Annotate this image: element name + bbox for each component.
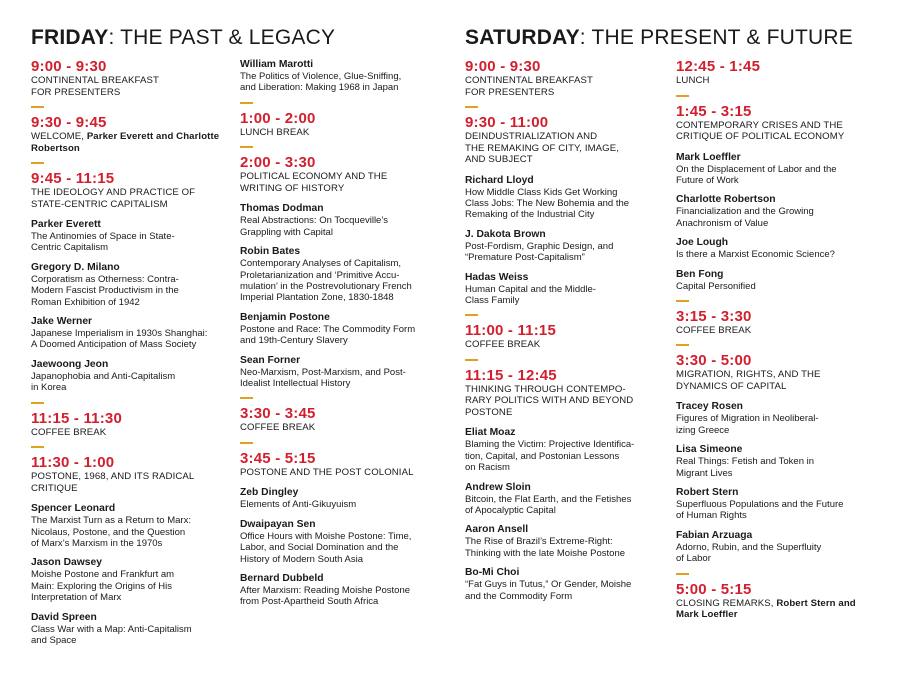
session-block xyxy=(676,582,881,621)
talk-title-line: “Premature Post-Capitalism” xyxy=(465,252,585,264)
talk-item xyxy=(240,59,445,94)
talk-item xyxy=(465,272,670,307)
speaker-name: Lisa Simeone xyxy=(676,444,743,456)
session-block xyxy=(240,59,445,94)
section-divider xyxy=(240,102,253,104)
session-block xyxy=(676,353,881,564)
session-time: 9:30 - 9:45 xyxy=(31,114,107,131)
session-time: 9:00 - 9:30 xyxy=(31,58,107,75)
section-divider xyxy=(465,359,478,361)
talk-title-line: Adorno, Rubin, and the Superfluity xyxy=(676,541,822,553)
talk-title-line: Post-Fordism, Graphic Design, and xyxy=(465,240,614,252)
speaker-name: William Marotti xyxy=(240,59,314,70)
session-title-line: CRITIQUE xyxy=(31,482,78,494)
talk-title xyxy=(31,371,236,394)
session-title-line: POSTONE, 1968, AND ITS RADICAL xyxy=(31,471,195,483)
session-block xyxy=(676,104,881,292)
session-title-line: THE IDEOLOGY AND PRACTICE OF xyxy=(31,187,196,198)
talk-item xyxy=(240,246,445,304)
talk-item xyxy=(31,262,236,308)
talk-item xyxy=(31,612,236,647)
session-block xyxy=(465,115,670,306)
section-divider xyxy=(240,397,253,399)
section-divider xyxy=(676,344,689,346)
session-block xyxy=(465,59,670,98)
talk-title xyxy=(676,542,881,565)
talk-item xyxy=(465,229,670,264)
talk-title-line: Labor, and Social Domination and the xyxy=(240,542,399,554)
talk-list xyxy=(676,401,881,564)
talk-item xyxy=(31,219,236,254)
session-title xyxy=(31,427,236,439)
session-title xyxy=(676,120,881,143)
speaker-name: Jason Dawsey xyxy=(31,557,102,569)
section-divider xyxy=(465,106,478,108)
talk-title-line: A Doomed Anticipation of Mass Society xyxy=(31,339,197,351)
talk-title-line: Blaming the Victim: Projective Identifica- xyxy=(465,439,635,451)
talk-title xyxy=(676,413,881,436)
talk-item xyxy=(676,530,881,565)
talk-title xyxy=(465,579,670,602)
talk-title-line: mulation’ in the Postrevolutionary French xyxy=(240,280,412,292)
speaker-name: Zeb Dingley xyxy=(240,487,299,499)
talk-title-line: Japanophobia and Anti-Capitalism xyxy=(31,370,176,382)
talk-title-line: tion, Capital, and Postonian Lessons xyxy=(465,450,620,462)
talk-title xyxy=(465,494,670,517)
saturday-header xyxy=(465,26,853,50)
friday-column-1 xyxy=(31,59,236,646)
session-time: 3:30 - 3:45 xyxy=(240,405,316,423)
talk-title xyxy=(240,324,445,347)
session-block xyxy=(240,155,445,389)
speaker-name: Parker Everett xyxy=(31,219,101,230)
talk-title xyxy=(676,281,881,292)
session-title xyxy=(240,467,445,479)
session-title xyxy=(465,339,670,351)
speaker-name: J. Dakota Brown xyxy=(465,228,546,240)
session-title-line: COFFEE BREAK xyxy=(31,426,107,438)
talk-title-line: and 19th-Century Slavery xyxy=(240,335,348,347)
talk-title xyxy=(676,164,881,187)
talk-title xyxy=(465,536,670,559)
session-time: 11:15 - 11:30 xyxy=(31,409,123,427)
talk-title-line: Real Things: Fetish and Token in xyxy=(676,456,815,468)
session-title-line: CRITIQUE OF POLITICAL ECONOMY xyxy=(676,131,845,142)
talk-item xyxy=(465,567,670,602)
session-title-line: POLITICAL ECONOMY AND THE xyxy=(240,171,388,183)
speaker-name: David Spreen xyxy=(31,611,97,623)
talk-item xyxy=(676,237,881,260)
talk-title-line: izing Greece xyxy=(676,424,730,436)
session-title-line: COFFEE BREAK xyxy=(240,422,316,434)
talk-title-line: Class Family xyxy=(465,294,520,306)
talk-title-line: On the Displacement of Labor and the xyxy=(676,163,837,175)
speaker-name: Gregory D. Milano xyxy=(31,261,120,273)
section-divider xyxy=(31,402,44,404)
talk-title-line: Bitcoin, the Flat Earth, and the Fetishes xyxy=(465,493,632,505)
speaker-name: Hadas Weiss xyxy=(465,271,529,283)
session-time: 11:15 - 12:45 xyxy=(465,366,557,384)
speaker-name: Charlotte Robertson xyxy=(676,194,776,206)
talk-title xyxy=(676,249,881,260)
talk-title-line: Corporatism as Otherness: Contra- xyxy=(31,273,179,285)
speaker-name: Fabian Arzuaga xyxy=(676,529,753,541)
talk-title xyxy=(240,499,445,510)
talk-title xyxy=(31,569,236,603)
session-title xyxy=(465,131,670,166)
speaker-name: Jaewoong Jeon xyxy=(31,358,109,370)
talk-title-line: Superfluous Populations and the Future xyxy=(676,499,844,511)
session-time: 11:00 - 11:15 xyxy=(465,322,557,340)
speaker-name: Mark Loeffler xyxy=(676,151,741,163)
session-block xyxy=(465,368,670,602)
speaker-name: Andrew Sloin xyxy=(465,481,531,493)
talk-title-line: Nicolaus, Postone, and the Question xyxy=(31,526,186,538)
friday-column-2 xyxy=(240,59,445,608)
speaker-name: Tracey Rosen xyxy=(676,401,743,413)
session-presenters: Parker Everett and Charlotte Robertson xyxy=(31,131,220,154)
talk-title xyxy=(240,215,445,238)
talk-item xyxy=(465,482,670,517)
session-title-line: AND SUBJECT xyxy=(465,154,533,165)
talk-list xyxy=(31,219,236,394)
talk-title-line: Roman Exhibition of 1942 xyxy=(31,296,140,308)
speaker-name: Robin Bates xyxy=(240,246,301,258)
session-title xyxy=(240,171,445,194)
session-block xyxy=(31,455,236,646)
talk-title-line: Proletarianization and ‘Primitive Accu- xyxy=(240,269,400,281)
talk-list xyxy=(240,59,445,94)
talk-title-line: from Post-Apartheid South Africa xyxy=(240,596,379,608)
session-title-line: POSTONE AND THE POST COLONIAL xyxy=(240,466,414,478)
talk-title-line: of Apocalyptic Capital xyxy=(465,504,556,516)
session-title xyxy=(31,75,236,98)
section-divider xyxy=(31,106,44,108)
talk-title-line: After Marxism: Reading Moishe Postone xyxy=(240,585,411,596)
talk-title-line: Modern Fascist Productivism in the xyxy=(31,285,179,297)
session-title xyxy=(31,471,236,494)
talk-item xyxy=(240,203,445,238)
talk-item xyxy=(676,269,881,292)
session-title-line: STATE-CENTRIC CAPITALISM xyxy=(31,198,168,210)
talk-item xyxy=(31,557,236,603)
section-divider xyxy=(240,442,253,444)
talk-title xyxy=(465,439,670,473)
talk-title-line: Thinking with the late Moishe Postone xyxy=(465,547,626,559)
talk-item xyxy=(465,175,670,221)
session-block xyxy=(676,59,881,87)
talk-title-line: Real Abstractions: On Tocqueville’s xyxy=(240,215,389,227)
speaker-name: Jake Werner xyxy=(31,316,93,328)
talk-title-line: Elements of Anti-Gikuyuism xyxy=(240,499,357,511)
talk-item xyxy=(676,194,881,229)
talk-title-line: of Human Rights xyxy=(676,510,747,522)
session-block xyxy=(31,59,236,98)
session-title-line: CONTINENTAL BREAKFAST xyxy=(465,75,593,86)
talk-item xyxy=(240,355,445,390)
speaker-name: Bernard Dubbeld xyxy=(240,573,324,584)
talk-item xyxy=(240,487,445,510)
talk-title-line: The Antinomies of Space in State- xyxy=(31,231,175,242)
session-title-line: CONTINENTAL BREAKFAST xyxy=(31,75,159,86)
session-block xyxy=(676,309,881,337)
session-title xyxy=(31,187,236,210)
talk-title-line: Grappling with Capital xyxy=(240,226,333,238)
talk-item xyxy=(31,503,236,549)
talk-item xyxy=(240,519,445,565)
talk-title-line: of Marx’s Marxism in the 1970s xyxy=(31,537,163,549)
session-time: 3:15 - 3:30 xyxy=(676,307,752,325)
talk-title xyxy=(31,231,236,254)
session-time: 9:00 - 9:30 xyxy=(465,58,541,75)
section-divider xyxy=(31,162,44,164)
session-block xyxy=(465,323,670,351)
session-title xyxy=(676,598,881,621)
talk-title xyxy=(31,624,236,647)
talk-item xyxy=(240,312,445,347)
talk-title xyxy=(240,71,445,94)
session-time: 9:45 - 11:15 xyxy=(31,170,115,187)
saturday-column-1 xyxy=(465,59,670,602)
speaker-name: Robert Stern xyxy=(676,487,739,499)
speaker-name: Dwaipayan Sen xyxy=(240,518,316,530)
talk-title-line: and the Commodity Form xyxy=(465,590,573,602)
talk-title-line: and Space xyxy=(31,635,77,646)
talk-title xyxy=(465,284,670,307)
session-title xyxy=(240,127,445,139)
talk-title xyxy=(465,241,670,264)
talk-item xyxy=(465,427,670,473)
talk-title-line: Idealist Intellectual History xyxy=(240,377,351,389)
talk-title-line: of Labor xyxy=(676,553,711,565)
talk-list xyxy=(465,175,670,307)
talk-title xyxy=(240,367,445,390)
session-title-line: CLOSING REMARKS, xyxy=(676,597,777,609)
talk-title-line: Neo-Marxism, Post-Marxism, and Post- xyxy=(240,366,406,378)
talk-title xyxy=(676,499,881,522)
session-time: 1:00 - 2:00 xyxy=(240,109,316,127)
section-divider xyxy=(465,314,478,316)
talk-item xyxy=(465,524,670,559)
talk-item xyxy=(676,152,881,187)
saturday-header-theme: : THE PRESENT & FUTURE xyxy=(579,26,853,49)
session-title-line: FOR PRESENTERS xyxy=(31,86,121,98)
talk-item xyxy=(31,359,236,394)
talk-title-line: Capital Personified xyxy=(676,280,756,292)
talk-title-line: Imperial Plantation Zone, 1830-1848 xyxy=(240,292,394,304)
speaker-name: Thomas Dodman xyxy=(240,203,324,215)
talk-title-line: Contemporary Analyses of Capitalism, xyxy=(240,258,402,270)
talk-title-line: How Middle Class Kids Get Working xyxy=(465,186,618,198)
speaker-name: Aaron Ansell xyxy=(465,524,529,536)
friday-header-day: FRIDAY xyxy=(31,26,109,49)
session-title-line: LUNCH xyxy=(676,75,710,86)
session-block xyxy=(240,111,445,139)
session-title xyxy=(465,75,670,98)
speaker-name: Bo-Mi Choi xyxy=(465,567,520,579)
session-title-line: THINKING THROUGH CONTEMPO- xyxy=(465,383,626,395)
session-title xyxy=(31,131,236,154)
session-block xyxy=(31,115,236,154)
talk-title-line: Centric Capitalism xyxy=(31,242,109,254)
session-title-line: DEINDUSTRIALIZATION AND xyxy=(465,131,598,142)
speaker-name: Eliat Moaz xyxy=(465,427,516,439)
talk-title-line: History of Modern South Asia xyxy=(240,553,364,565)
session-time: 5:00 - 5:15 xyxy=(676,580,752,598)
talk-item xyxy=(240,573,445,608)
session-time: 11:30 - 1:00 xyxy=(31,454,115,472)
talk-title-line: Is there a Marxist Economic Science? xyxy=(676,249,835,261)
talk-title-line: Japanese Imperialism in 1930s Shanghai: xyxy=(31,328,208,340)
talk-list xyxy=(31,503,236,646)
talk-item xyxy=(676,487,881,522)
talk-item xyxy=(31,316,236,351)
session-block xyxy=(31,411,236,439)
talk-title xyxy=(676,456,881,479)
section-divider xyxy=(31,446,44,448)
session-title-line: COFFEE BREAK xyxy=(465,339,541,351)
talk-title-line: Class War with a Map: Anti-Capitalism xyxy=(31,623,192,635)
talk-title-line: Human Capital and the Middle- xyxy=(465,283,596,295)
talk-title-line: The Marxist Turn as a Return to Marx: xyxy=(31,515,191,527)
session-title-line: LUNCH BREAK xyxy=(240,126,310,138)
session-title-line: POSTONE xyxy=(465,406,513,418)
session-title xyxy=(676,75,881,87)
speaker-name: Richard Lloyd xyxy=(465,174,534,186)
talk-list xyxy=(240,203,445,389)
talk-title xyxy=(31,515,236,549)
session-title-line: MIGRATION, RIGHTS, AND THE xyxy=(676,369,821,381)
talk-list xyxy=(465,427,670,602)
speaker-name: Sean Forner xyxy=(240,354,301,366)
talk-list xyxy=(240,487,445,607)
talk-title-line: Financialization and the Growing xyxy=(676,206,814,218)
friday-header xyxy=(31,26,335,50)
session-time: 3:45 - 5:15 xyxy=(240,449,316,467)
speaker-name: Joe Lough xyxy=(676,237,729,249)
talk-title-line: Postone and Race: The Commodity Form xyxy=(240,323,416,335)
session-title-line: WELCOME, xyxy=(31,131,87,142)
saturday-column-2 xyxy=(676,59,881,621)
session-block xyxy=(240,451,445,608)
talk-title-line: The Rise of Brazil’s Extreme-Right: xyxy=(465,536,613,548)
session-title-line: THE REMAKING OF CITY, IMAGE, xyxy=(465,142,620,154)
session-time: 2:00 - 3:30 xyxy=(240,154,316,172)
session-title-line: DYNAMICS OF CAPITAL xyxy=(676,380,787,392)
talk-title-line: Anachronism of Value xyxy=(676,217,769,229)
talk-title-line: Future of Work xyxy=(676,174,739,186)
talk-title xyxy=(676,206,881,229)
talk-title xyxy=(240,531,445,565)
speaker-name: Ben Fong xyxy=(676,268,724,280)
talk-title xyxy=(31,274,236,308)
session-title xyxy=(676,369,881,392)
session-time: 3:30 - 5:00 xyxy=(676,352,752,370)
talk-title-line: Remaking of the Industrial City xyxy=(465,209,595,221)
section-divider xyxy=(676,573,689,575)
session-presenters: Robert Stern and Mark Loeffler xyxy=(676,597,856,621)
session-time: 9:30 - 11:00 xyxy=(465,114,549,131)
session-title-line: COFFEE BREAK xyxy=(676,324,752,336)
talk-item xyxy=(676,444,881,479)
session-time: 1:45 - 3:15 xyxy=(676,102,752,120)
talk-title-line: Interpretation of Marx xyxy=(31,592,122,604)
friday-header-theme: : THE PAST & LEGACY xyxy=(108,26,336,49)
talk-item xyxy=(676,401,881,436)
session-title-line: WRITING OF HISTORY xyxy=(240,182,345,194)
saturday-header-day: SATURDAY xyxy=(465,26,580,49)
talk-title xyxy=(240,585,445,608)
talk-title-line: on Racism xyxy=(465,462,510,474)
session-block xyxy=(31,171,236,394)
talk-title-line: in Korea xyxy=(31,382,67,394)
talk-title-line: Figures of Migration in Neoliberal- xyxy=(676,413,819,425)
talk-title xyxy=(240,258,445,304)
session-block xyxy=(240,406,445,434)
talk-title-line: Migrant Lives xyxy=(676,467,733,479)
talk-title-line: and Liberation: Making 1968 in Japan xyxy=(240,82,399,94)
session-title-line: CONTEMPORARY CRISES AND THE xyxy=(676,119,843,131)
section-divider xyxy=(240,146,253,148)
session-title-line: FOR PRESENTERS xyxy=(465,86,555,98)
section-divider xyxy=(676,300,689,302)
talk-title-line: Office Hours with Moishe Postone: Time, xyxy=(240,530,412,542)
talk-title-line: “Fat Guys in Tutus,” Or Gender, Moishe xyxy=(465,579,632,591)
talk-title-line: Class Jobs: The New Bohemia and the xyxy=(465,197,630,209)
section-divider xyxy=(676,95,689,97)
talk-list xyxy=(676,152,881,292)
speaker-name: Benjamin Postone xyxy=(240,311,330,323)
talk-title xyxy=(465,187,670,221)
talk-title-line: The Politics of Violence, Glue-Sniffing, xyxy=(240,71,402,82)
talk-title xyxy=(31,328,236,351)
speaker-name: Spencer Leonard xyxy=(31,503,116,515)
session-time: 12:45 - 1:45 xyxy=(676,58,761,75)
session-title xyxy=(676,325,881,337)
session-title-line: RARY POLITICS WITH AND BEYOND xyxy=(465,395,634,407)
talk-title-line: Main: Exploring the Origins of His xyxy=(31,580,172,592)
session-title xyxy=(240,422,445,434)
talk-title-line: Moishe Postone and Frankfurt am xyxy=(31,569,175,581)
session-title xyxy=(465,384,670,419)
